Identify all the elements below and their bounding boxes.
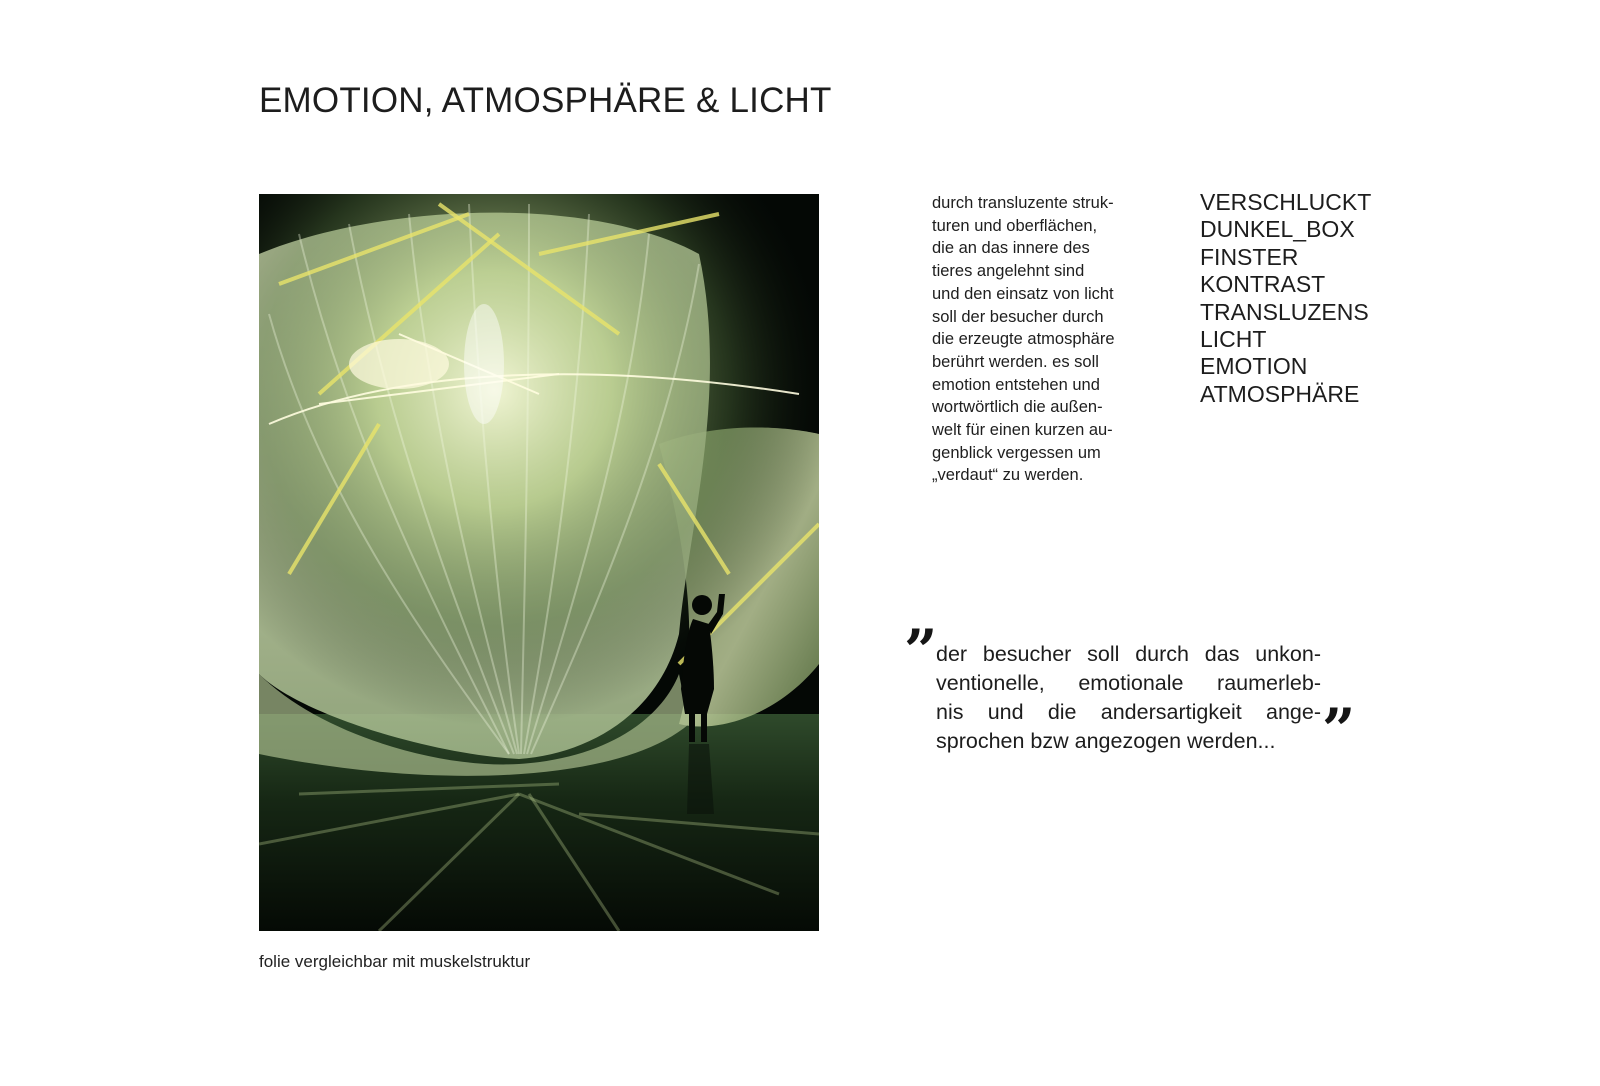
body-line: die an das innere des (932, 239, 1090, 258)
keyword-item: EMOTION (1200, 353, 1308, 380)
image-caption: folie vergleichbar mit muskelstruktur (259, 952, 531, 971)
quote-open-mark: ” (904, 617, 928, 685)
body-line: und den einsatz von licht (932, 284, 1114, 303)
keyword-list (1200, 189, 1371, 408)
quote-line: sprochen bzw angezogen werden... (936, 729, 1276, 753)
quote-line: der besucher soll durch das unkon- (936, 642, 1321, 666)
page-title: EMOTION, ATMOSPHÄRE & LICHT (259, 81, 832, 120)
keyword-item: ATMOSPHÄRE (1200, 380, 1360, 407)
keyword-item: LICHT (1200, 326, 1267, 353)
body-line: „verdaut“ zu werden. (932, 466, 1084, 485)
body-line: genblick vergessen um (932, 443, 1101, 462)
body-line: turen und oberflächen, (932, 216, 1098, 235)
light-installation-photo-icon (259, 194, 819, 931)
quote-line: nis und die andersartigkeit ange- (936, 700, 1321, 724)
body-line: tieres angelehnt sind (932, 262, 1085, 281)
keyword-item: FINSTER (1200, 243, 1299, 270)
body-line: berührt werden. es soll (932, 352, 1099, 371)
body-line: die erzeugte atmosphäre (932, 330, 1115, 349)
keyword-item: DUNKEL_BOX (1200, 216, 1355, 243)
body-line: soll der besucher durch (932, 307, 1104, 326)
keyword-item: KONTRAST (1200, 271, 1326, 298)
quote-text (936, 640, 1321, 756)
body-line: wortwörtlich die außen- (932, 398, 1103, 417)
quote-close-mark: ” (1322, 696, 1346, 764)
keyword-item: VERSCHLUCKT (1200, 189, 1372, 215)
installation-photo (259, 194, 819, 931)
body-paragraph (932, 192, 1162, 487)
body-line: durch transluzente struk- (932, 194, 1114, 212)
quote-line: ventionelle, emotionale raumerleb- (936, 671, 1321, 695)
body-line: welt für einen kurzen au- (932, 421, 1113, 440)
body-line: emotion entstehen und (932, 375, 1100, 394)
pull-quote (904, 617, 1364, 770)
keyword-item: TRANSLUZENS (1200, 298, 1369, 325)
